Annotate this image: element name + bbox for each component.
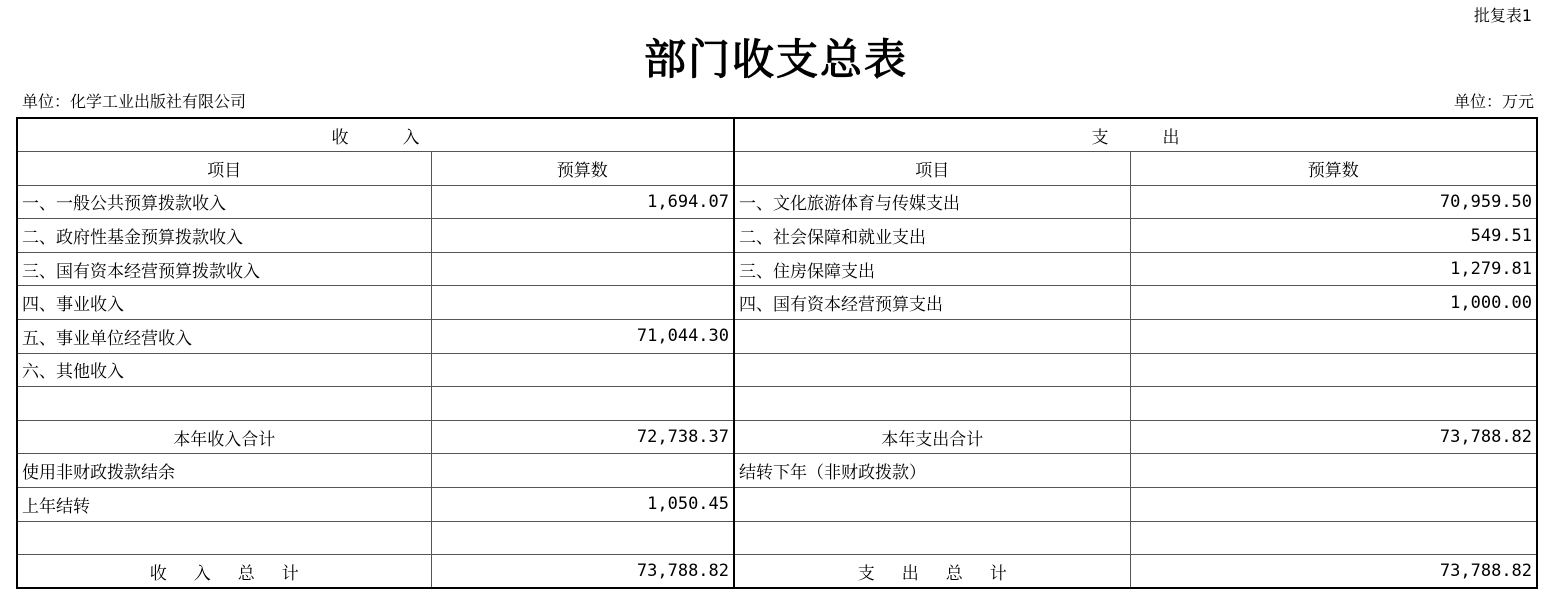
grand-income-total-value: 73,788.82 [431, 555, 734, 589]
income-item [17, 521, 431, 555]
year-expense-total-value: 73,788.82 [1130, 420, 1537, 454]
grand-expense-total-value: 73,788.82 [1130, 555, 1537, 589]
expense-value [1130, 521, 1537, 555]
expense-value: 549.51 [1130, 219, 1537, 253]
table-row [17, 320, 1537, 354]
corner-note: 批复表1 [1473, 6, 1532, 25]
page-title: 部门收支总表 [643, 35, 908, 84]
expense-item [734, 320, 1130, 354]
expense-value: 1,279.81 [1130, 252, 1537, 286]
expense-value: 70,959.50 [1130, 185, 1537, 219]
organization-unit: 单位：化学工业出版社有限公司 [22, 92, 247, 111]
income-item: 一、一般公共预算拨款收入 [17, 185, 431, 219]
year-expense-total-label: 本年支出合计 [734, 420, 1130, 454]
table-row [17, 286, 1537, 320]
table-row [17, 488, 1537, 522]
column-header-row [17, 152, 1537, 186]
expense-value: 1,000.00 [1130, 286, 1537, 320]
expense-item [734, 353, 1130, 387]
income-item: 二、政府性基金预算拨款收入 [17, 219, 431, 253]
table-row [17, 185, 1537, 219]
table-row [17, 387, 1537, 421]
expense-value [1130, 320, 1537, 354]
expense-item: 结转下年（非财政拨款） [734, 454, 1130, 488]
income-value: 71,044.30 [431, 320, 734, 354]
budget-summary-table [16, 117, 1538, 589]
expense-item [734, 488, 1130, 522]
income-value [431, 219, 734, 253]
income-item: 使用非财政拨款结余 [17, 454, 431, 488]
income-section-header: 收 入 [17, 118, 734, 152]
expense-item [734, 521, 1130, 555]
income-item: 五、事业单位经营收入 [17, 320, 431, 354]
section-header-row [17, 118, 1537, 152]
grand-income-total-label: 收 入 总 计 [17, 555, 431, 589]
expense-value [1130, 454, 1537, 488]
income-value [431, 387, 734, 421]
table-row [17, 521, 1537, 555]
income-item: 四、事业收入 [17, 286, 431, 320]
income-value [431, 252, 734, 286]
table-row [17, 219, 1537, 253]
expense-item-column-header: 项目 [734, 152, 1130, 186]
table-row [17, 454, 1537, 488]
grand-total-row [17, 555, 1537, 589]
expense-value [1130, 353, 1537, 387]
income-value [431, 454, 734, 488]
expense-item [734, 387, 1130, 421]
income-value: 1,694.07 [431, 185, 734, 219]
year-income-total-label: 本年收入合计 [17, 420, 431, 454]
currency-unit: 单位：万元 [1453, 92, 1534, 111]
expense-section-header: 支 出 [734, 118, 1537, 152]
expense-value [1130, 387, 1537, 421]
expense-value [1130, 488, 1537, 522]
expense-item: 一、文化旅游体育与传媒支出 [734, 185, 1130, 219]
table-row [17, 252, 1537, 286]
expense-item: 二、社会保障和就业支出 [734, 219, 1130, 253]
grand-expense-total-label: 支 出 总 计 [734, 555, 1130, 589]
year-total-row [17, 420, 1537, 454]
income-item-column-header: 项目 [17, 152, 431, 186]
income-value [431, 286, 734, 320]
income-item: 六、其他收入 [17, 353, 431, 387]
income-budget-column-header: 预算数 [431, 152, 734, 186]
income-value [431, 521, 734, 555]
table-row [17, 353, 1537, 387]
expense-budget-column-header: 预算数 [1130, 152, 1537, 186]
year-income-total-value: 72,738.37 [431, 420, 734, 454]
income-item: 三、国有资本经营预算拨款收入 [17, 252, 431, 286]
income-value [431, 353, 734, 387]
income-value: 1,050.45 [431, 488, 734, 522]
income-item [17, 387, 431, 421]
expense-item: 四、国有资本经营预算支出 [734, 286, 1130, 320]
income-item: 上年结转 [17, 488, 431, 522]
expense-item: 三、住房保障支出 [734, 252, 1130, 286]
